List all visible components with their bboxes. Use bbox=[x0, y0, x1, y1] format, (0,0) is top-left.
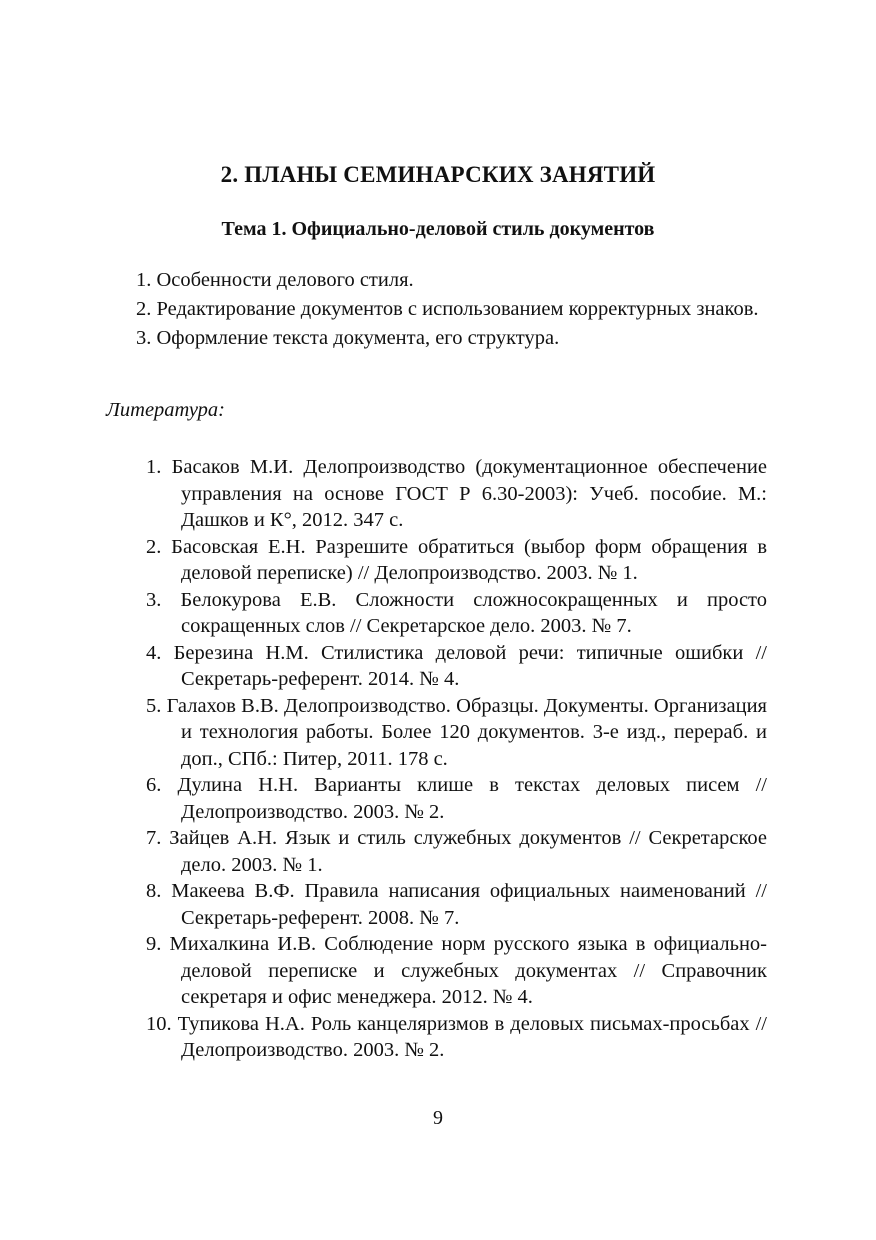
reference-list bbox=[146, 454, 767, 1064]
reference-item: 7. Зайцев А.Н. Язык и стиль служебных документов // Секретарское дело. 2003. № 1. bbox=[146, 827, 767, 876]
question-item: 1. Особенности делового стиля. bbox=[136, 269, 414, 291]
topic-title: Тема 1. Официально-деловой стиль документов bbox=[221, 218, 655, 240]
question-item: 2. Редактирование документов с использованием корректурных знаков. bbox=[136, 298, 759, 320]
reference-item: 6. Дулина Н.Н. Варианты клише в текстах деловых писем // Делопроизводство. 2003. № 2. bbox=[146, 774, 767, 823]
seminar-questions bbox=[106, 266, 766, 353]
reference-item: 9. Михалкина И.В. Соблюдение норм русского языка в официально-деловой переписке и служебных документах // Справочник секретаря и офис менеджера. 2012. № 4. bbox=[146, 933, 767, 1008]
literature-heading: Литература: bbox=[106, 399, 225, 421]
reference-item: 1. Басаков М.И. Делопроизводство (документационное обеспечение управления на основе ГОСТ Р 6.30-2003): Учеб. пособие. М.: Дашков и К°, 2012. 347 с. bbox=[146, 456, 767, 531]
reference-item: 2. Басовская Е.Н. Разрешите обратиться (выбор форм обращения в деловой переписке) // Делопроизводство. 2003. № 1. bbox=[146, 535, 767, 584]
reference-item: 8. Макеева В.Ф. Правила написания официальных наименований // Секретарь-референт. 2008. № 7. bbox=[146, 880, 767, 929]
page-number: 9 bbox=[433, 1107, 443, 1129]
reference-item: 3. Белокурова Е.В. Сложности сложносокращенных и просто сокращенных слов // Секретарское дело. 2003. № 7. bbox=[146, 588, 767, 637]
reference-item: 4. Березина Н.М. Стилистика деловой речи: типичные ошибки // Секретарь-референт. 2014. № 4. bbox=[146, 641, 767, 690]
question-item: 3. Оформление текста документа, его структура. bbox=[136, 327, 560, 349]
reference-item: 10. Тупикова Н.А. Роль канцеляризмов в деловых письмах-просьбах // Делопроизводство. 2003. № 2. bbox=[146, 1012, 767, 1061]
reference-item: 5. Галахов В.В. Делопроизводство. Образцы. Документы. Организация и технология работы. Более 120 документов. 3-е изд., перераб. и доп., СПб.: Питер, 2011. 178 с. bbox=[146, 694, 767, 770]
chapter-title: 2. ПЛАНЫ СЕМИНАРСКИХ ЗАНЯТИЙ bbox=[220, 162, 656, 187]
